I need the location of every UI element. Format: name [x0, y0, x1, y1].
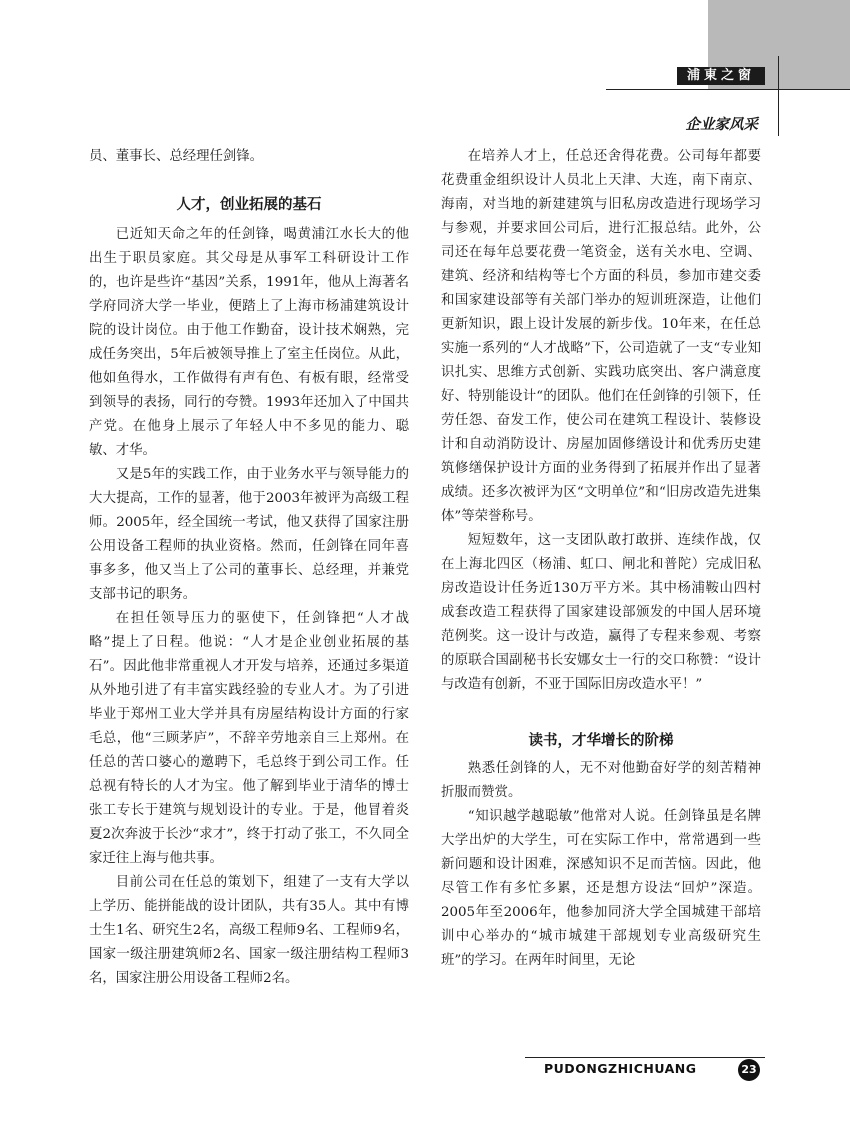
paragraph: 熟悉任剑锋的人，无不对他勤奋好学的刻苦精神折服而赞赏。 [441, 761, 761, 800]
paragraph: “知识越学越聪敏”他常对人说。任剑锋虽是名牌大学出炉的大学生，可在实际工作中，常常遇到一些新问题和设计困难，深感知识不足而苦恼。因此，他尽管工作有多忙多累，还是想方设法“回炉”深造。2005年至2006年，他参加同济大学全国城建干部培训中心举办的“城市城建干部规划专业高级研究生班”的学习。在两年时间里，无论 [441, 809, 761, 968]
header-vertical-rule [778, 56, 779, 136]
right-column [441, 145, 761, 973]
heading-reading: 读书，才华增长的阶梯 [528, 733, 674, 749]
paragraph: 在担任领导压力的驱使下，任剑锋把“人才战略”提上了日程。他说：“人才是企业创业拓展的基石”。因此他非常重视人才开发与培养，还通过多渠道从外地引进了有丰富实践经验的专业人才。为了引进毕业于郑州工业大学并具有房屋结构设计方面的行家毛总，他“三顾茅庐”，不辞辛劳地亲自三上郑州。在任总的苦口婆心的邀聘下，毛总终于到公司工作。任总视有特长的人才为宝。他了解到毕业于清华的博士张工专长于建筑与规划设计的专业。于是，他冒着炎夏2次奔波于长沙“求才”，终于打动了张工，不久同全家迁往上海与他共事。 [89, 611, 409, 866]
paragraph: 短短数年，这一支团队敢打敢拼、连续作战，仅在上海北四区（杨浦、虹口、闸北和普陀）完成旧私房改造设计任务近130万平方米。其中杨浦鞍山四村成套改造工程获得了国家建设部颁发的中国人居环境范例奖。这一设计与改造，赢得了专程来参观、考察的原联合国副秘书长安娜女士一行的交口称赞：“设计与改造有创新，不亚于国际旧房改造水平！” [441, 533, 761, 692]
footer-magazine-name: PUDONGZHICHUANG [544, 1061, 697, 1076]
heading-talent: 人才，创业拓展的基石 [176, 197, 322, 213]
left-column [89, 145, 409, 991]
paragraph: 在培养人才上，任总还舍得花费。公司每年都要花费重金组织设计人员北上天津、大连，南下南京、海南，对当地的新建建筑与旧私房改造进行现场学习与参观，并要求回公司后，进行汇报总结。此外，公司还在每年总要花费一笔资金，送有关水电、空调、建筑、经济和结构等七个方面的科员，参加市建交委和国家建设部等有关部门举办的短训班深造，让他们更新知识，跟上设计发展的新步伐。10年来，在任总实施一系列的“人才战略”下，公司造就了一支“专业知识扎实、思维方式创新、实践功底突出、客户满意度好、特别能设计“的团队。他们在任剑锋的引领下，任劳任怨、奋发工作，使公司在建筑工程设计、装修设计和自动消防设计、房屋加固修缮设计和优秀历史建筑修缮保护设计方面的业务得到了拓展并作出了显著成绩。还多次被评为区“文明单位”和“旧房改造先进集体”等荣誉称号。 [441, 149, 761, 524]
intro-line: 员、董事长、总经理任剑锋。 [89, 149, 264, 164]
paragraph: 目前公司在任总的策划下，组建了一支有大学以上学历、能拼能战的设计团队，共有35人。其中有博士生1名、研究生2名，高级工程师9名、工程师9名，国家一级注册建筑师2名、国家一级注册结构工程师3名，国家注册公用设备工程师2名。 [89, 875, 409, 986]
section-title: 企业家风采 [685, 117, 758, 133]
footer-rule [525, 1057, 765, 1058]
page-number: 23 [738, 1059, 760, 1081]
paragraph: 已近知天命之年的任剑锋，喝黄浦江水长大的他出生于职员家庭。其父母是从事军工科研设计工作的，也许是些许“基因”关系，1991年，他从上海著名学府同济大学一毕业，便踏上了上海市杨浦建筑设计院的设计岗位。由于他工作勤奋，设计技术娴熟，完成任务突出，5年后被领导推上了室主任岗位。从此，他如鱼得水，工作做得有声有色、有板有眼，经常受到领导的表扬，同行的夸赞。1993年还加入了中国共产党。在他身上展示了年轻人中不多见的能力、聪敏、才华。 [89, 227, 409, 458]
paragraph: 又是5年的实践工作，由于业务水平与领导能力的大大提高，工作的显著，他于2003年被评为高级工程师。2005年，经全国统一考试，他又获得了国家注册公用设备工程师的执业资格。然而，任剑锋在同年喜事多多，他又当上了公司的董事长、总经理，并兼党支部书记的职务。 [89, 467, 409, 602]
magazine-brand-logo: 浦東之窗 [677, 67, 765, 85]
header-rule [606, 89, 850, 90]
